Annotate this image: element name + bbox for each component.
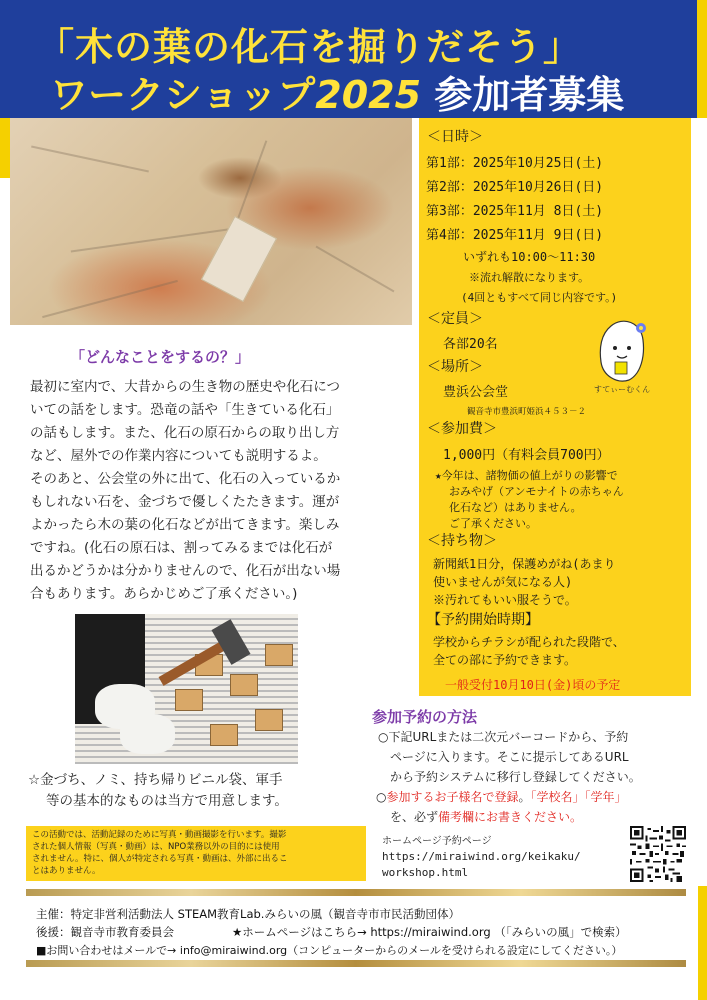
qr-code-icon[interactable] [630, 826, 686, 882]
schedule-note-1: ※流れ解散になります。 [469, 271, 590, 284]
tools-line-1: ☆金づち、ノミ、持ち帰りビニル袋、軍手 [28, 772, 283, 788]
fee-note-1: ★今年は、諸物価の値上がりの影響で [435, 469, 618, 482]
fee-heading: ＜参加費＞ [427, 421, 497, 437]
place-name: 豊浜公会堂 [443, 385, 509, 400]
mascot-label: すてぃーむくん [594, 385, 651, 394]
about-line-3: の話もします。また、化石の原石からの取り出し方 [30, 425, 340, 441]
title-line-1: 「木の葉の化石を掘りだそう」 [36, 25, 583, 69]
booking-start-line-2: 全ての部に予約できます。 [433, 653, 577, 667]
photo-notice [26, 826, 366, 881]
capacity-value: 各部20名 [443, 337, 498, 352]
title-workshop: ワークショップ [50, 73, 316, 117]
items-heading: ＜持ち物＞ [427, 533, 497, 549]
capacity-heading: ＜定員＞ [427, 311, 483, 327]
reservation-line-2: ページに入ります。そこに提示してあるURL [390, 750, 629, 764]
about-line-6: もしれない石を、金づちで優しくたたきます。運が [30, 494, 340, 510]
leaf-fossil-photo [10, 118, 412, 325]
tools-line-2: 等の基本的なものは当方で用意します。 [46, 793, 288, 809]
footer-supporter: 後援：観音寺市教育委員会 [36, 925, 174, 939]
left-edge-accent [0, 118, 10, 178]
about-line-8: ですね。(化石の原石は、割ってみるまでは化石が [30, 540, 333, 556]
footer-divider-top [26, 889, 686, 896]
tools-provided [28, 770, 288, 812]
booking-url-line-2[interactable]: workshop.html [382, 866, 469, 879]
date-part-4: 第4部：2025年11月 9日(日) [426, 228, 604, 243]
date-part-2: 第2部：2025年10月26日(日) [426, 180, 604, 195]
fee-note-2: おみやげ（アンモナイトの赤ちゃん [449, 485, 624, 498]
date-part-1: 第1部：2025年10月25日(土) [426, 156, 604, 171]
reservation-line-1: ○下記URLまたは二次元バーコードから、予約 [378, 730, 629, 744]
footer-contact[interactable]: ■お問い合わせはメールで→ info@miraiwind.org（コンピューターからのメールを受けられる設定にしてください。） [36, 944, 623, 957]
about-line-2: いての話をします。恐竜の話や「生きている化石」 [30, 402, 340, 418]
header-accent-stripe [697, 0, 707, 118]
footer-divider-bottom [26, 960, 686, 967]
info-panel [419, 118, 691, 696]
mascot-icon [593, 318, 653, 388]
reservation-line-5: を、必ず備考欄にお書きください。 [390, 810, 583, 824]
homepage-label: ホームページ予約ページ [382, 836, 492, 847]
glove-right [120, 714, 175, 754]
title-recruit: 参加者募集 [421, 73, 625, 117]
footer-homepage[interactable]: ★ホームページはこちら→ https://miraiwind.org （「みらいの風」で検索） [232, 925, 627, 939]
reservation-line-3: から予約システムに移行し登録してください。 [390, 770, 641, 784]
fee-note-4: ご了承ください。 [449, 517, 537, 530]
booking-url-line-1[interactable]: https://miraiwind.org/keikaku/ [382, 850, 581, 863]
items-line-1: 新聞紙1日分，保護めがね(あまり [433, 557, 616, 571]
notice-line-3: されません。特に、個人が特定される写真・動画は、外部に出るこ [32, 854, 288, 864]
booking-start-line-1: 学校からチラシが配られた段階で、 [433, 635, 625, 649]
reservation-line-4: ○参加するお子様名で登録。「学校名」「学年」 [376, 790, 627, 804]
date-part-3: 第3部：2025年11月 8日(土) [426, 204, 604, 219]
about-line-4: など、屋外での作業内容についても説明するよ。 [30, 448, 327, 464]
items-line-2: 使いませんが気になる人) [433, 575, 573, 589]
time-range: いずれも10:00～11:30 [463, 250, 596, 264]
items-line-3: ※汚れてもいい服そうで。 [433, 593, 577, 607]
about-line-10: 合もあります。あらかじめご了承ください。) [30, 586, 298, 602]
place-address: 観音寺市豊浜町姫浜４５３－２ [467, 407, 587, 417]
reservation-title: 参加予約の方法 [372, 708, 478, 726]
header-banner [0, 0, 707, 118]
fee-value: 1,000円（有料会員700円） [443, 448, 610, 463]
about-line-5: そのあと、公会堂の外に出て、化石の入っているか [30, 471, 341, 487]
about-title: 「どんなことをするの？」 [70, 348, 251, 366]
place-heading: ＜場所＞ [427, 359, 483, 375]
notice-line-4: とはありません。 [32, 866, 101, 876]
about-line-1: 最初に室内で、大昔からの生き物の歴史や化石につ [30, 379, 340, 395]
schedule-note-2: (4回ともすべて同じ内容です。) [461, 291, 618, 304]
rock-chip [201, 216, 277, 302]
about-line-7: よかったら木の葉の化石などが出てきます。楽しみ [30, 517, 340, 533]
title-year: 2025 [315, 73, 422, 117]
schedule-heading: ＜日時＞ [427, 129, 483, 145]
fee-note-3: 化石など）はありません。 [449, 501, 582, 514]
notice-line-1: この活動では、活動記録のために写真・動画撮影を行います。撮影 [32, 830, 287, 840]
hammer-workshop-photo [75, 614, 298, 764]
general-reception-date: 一般受付10月10日(金)頃の予定 [445, 678, 621, 692]
notice-line-2: された個人情報（写真・動画）は、NPO業務以外の目的には使用 [32, 842, 280, 852]
footer-organizer: 主催：特定非営利活動法人 STEAM教育Lab.みらいの風（観音寺市市民活動団体） [36, 907, 460, 921]
booking-start-heading: 【予約開始時期】 [427, 612, 539, 628]
title-line-2 [50, 64, 624, 118]
right-edge-accent [698, 886, 707, 1000]
about-line-9: 出るかどうかは分かりませんので、化石が出ない場 [30, 563, 341, 579]
